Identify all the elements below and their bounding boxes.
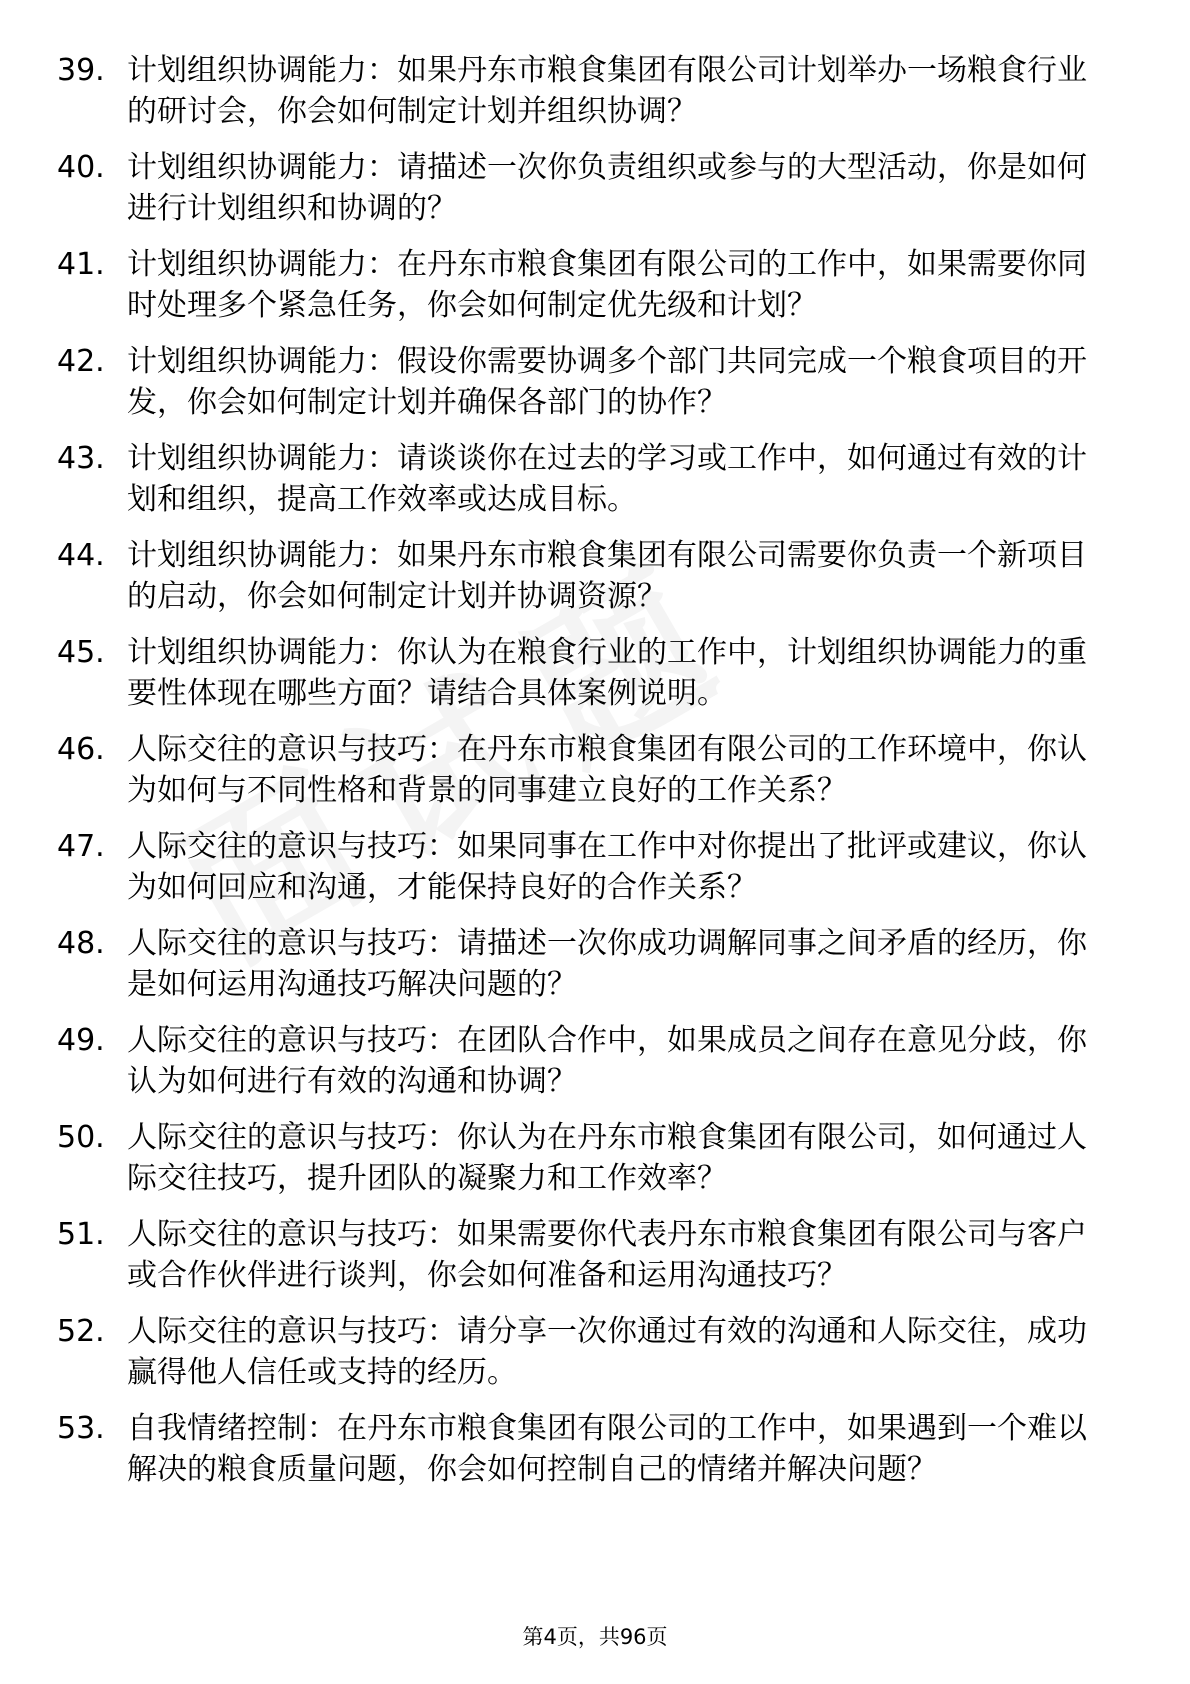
question-text: 计划组织协调能力：你认为在粮食行业的工作中，计划组织协调能力的重要性体现在哪些方面？请结合具体案例说明。 xyxy=(127,635,1087,711)
question-number: 43. xyxy=(57,441,105,476)
question-text: 计划组织协调能力：假设你需要协调多个部门共同完成一个粮食项目的开发，你会如何制定计划并确保各部门的协作？ xyxy=(127,344,1087,420)
question-item xyxy=(0,438,1190,538)
question-text: 计划组织协调能力：请谈谈你在过去的学习或工作中，如何通过有效的计划和组织，提高工作效率或达成目标。 xyxy=(127,441,1087,517)
question-number: 48. xyxy=(57,926,105,961)
question-text: 计划组织协调能力：如果丹东市粮食集团有限公司需要你负责一个新项目的启动，你会如何制定计划并协调资源？ xyxy=(127,538,1087,614)
question-number: 46. xyxy=(57,732,105,767)
question-item xyxy=(0,1117,1190,1217)
question-text: 计划组织协调能力：如果丹东市粮食集团有限公司计划举办一场粮食行业的研讨会，你会如何制定计划并组织协调？ xyxy=(127,53,1087,129)
question-number: 40. xyxy=(57,150,105,185)
question-item xyxy=(0,1408,1190,1548)
question-text: 人际交往的意识与技巧：请描述一次你成功调解同事之间矛盾的经历，你是如何运用沟通技巧解决问题的？ xyxy=(127,926,1087,1002)
question-number: 49. xyxy=(57,1023,105,1058)
question-item xyxy=(0,341,1190,441)
question-text: 人际交往的意识与技巧：请分享一次你通过有效的沟通和人际交往，成功赢得他人信任或支持的经历。 xyxy=(127,1314,1087,1390)
question-item xyxy=(0,632,1190,732)
question-item xyxy=(0,1214,1190,1314)
question-item xyxy=(0,50,1190,150)
question-number: 47. xyxy=(57,829,105,864)
question-item xyxy=(0,729,1190,829)
question-text: 人际交往的意识与技巧：在丹东市粮食集团有限公司的工作环境中，你认为如何与不同性格和背景的同事建立良好的工作关系？ xyxy=(127,732,1087,808)
question-item xyxy=(0,1020,1190,1120)
question-text: 人际交往的意识与技巧：如果同事在工作中对你提出了批评或建议，你认为如何回应和沟通，才能保持良好的合作关系？ xyxy=(127,829,1087,905)
question-item xyxy=(0,1311,1190,1411)
question-item xyxy=(0,923,1190,1023)
question-number: 42. xyxy=(57,344,105,379)
question-number: 50. xyxy=(57,1120,105,1155)
question-text: 人际交往的意识与技巧：在团队合作中，如果成员之间存在意见分歧，你认为如何进行有效的沟通和协调？ xyxy=(127,1023,1087,1099)
question-number: 52. xyxy=(57,1314,105,1349)
question-item xyxy=(0,147,1190,247)
question-number: 45. xyxy=(57,635,105,670)
question-text: 计划组织协调能力：在丹东市粮食集团有限公司的工作中，如果需要你同时处理多个紧急任务，你会如何制定优先级和计划？ xyxy=(127,247,1087,323)
question-text: 自我情绪控制：在丹东市粮食集团有限公司的工作中，如果遇到一个难以解决的粮食质量问题，你会如何控制自己的情绪并解决问题？ xyxy=(127,1411,1087,1487)
question-number: 39. xyxy=(57,53,105,88)
question-number: 44. xyxy=(57,538,105,573)
page-footer: 第4页，共96页 xyxy=(522,1625,668,1649)
question-item xyxy=(0,535,1190,635)
question-item xyxy=(0,244,1190,344)
question-number: 53. xyxy=(57,1411,105,1446)
question-number: 51. xyxy=(57,1217,105,1252)
question-text: 计划组织协调能力：请描述一次你负责组织或参与的大型活动，你是如何进行计划组织和协调的？ xyxy=(127,150,1087,226)
question-text: 人际交往的意识与技巧：如果需要你代表丹东市粮食集团有限公司与客户或合作伙伴进行谈判，你会如何准备和运用沟通技巧？ xyxy=(127,1217,1087,1293)
question-item xyxy=(0,826,1190,926)
question-text: 人际交往的意识与技巧：你认为在丹东市粮食集团有限公司，如何通过人际交往技巧，提升团队的凝聚力和工作效率？ xyxy=(127,1120,1087,1196)
question-number: 41. xyxy=(57,247,105,282)
